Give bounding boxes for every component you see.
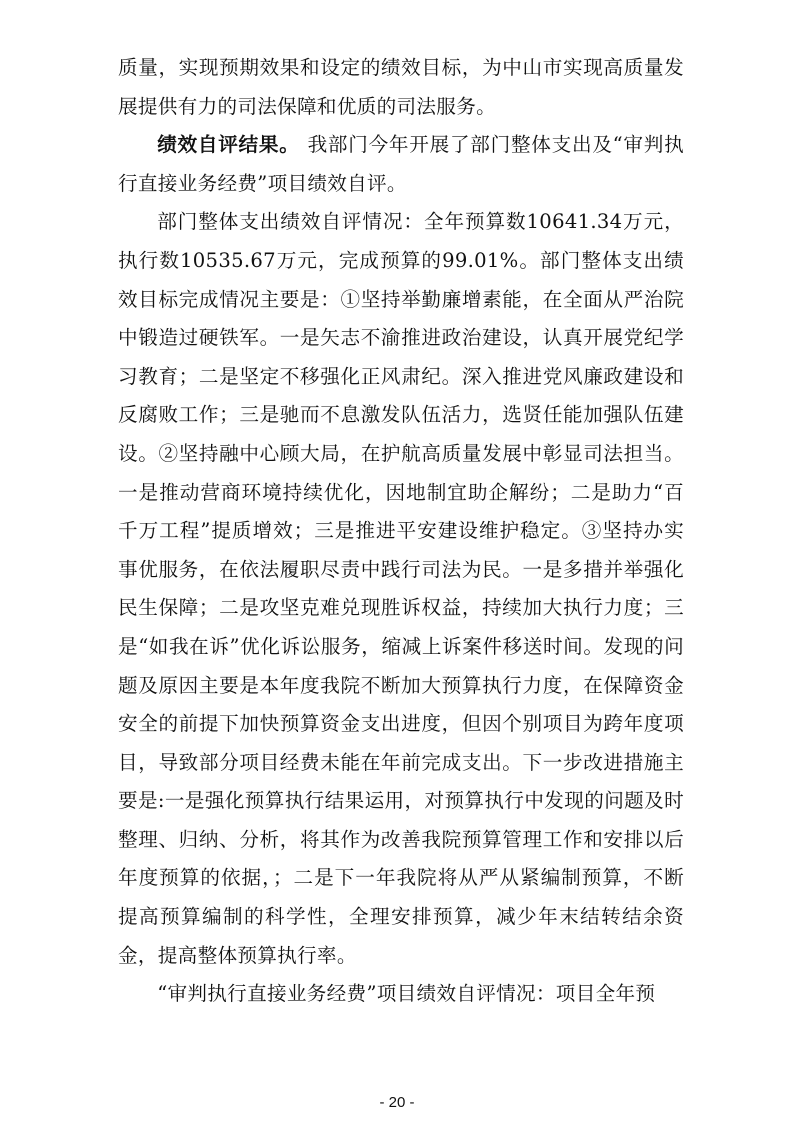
section-heading-self-evaluation: 绩效自评结果。: [157, 133, 300, 157]
paragraph-2-text: 我部门今年开展了部门整体支出及“审判执行直接业务经费”项目绩效自评。: [118, 133, 685, 195]
document-body: [118, 49, 684, 1014]
paragraph-3-text: 部门整体支出绩效自评情况：全年预算数10641.34万元，执行数10535.67万元，完成预算的99.01%。部门整体支出绩效目标完成情况主要是：①坚持举勤廉增素能，在全面从严治院中锻造过硬铁军。一是矢志不渝推进政治建设，认真开展党纪学习教育；二是坚定不移强化正风肃纪。深入推进党风廉政建设和反腐败工作；三是驰而不息激发队伍活力，选贤任能加强队伍建设。②坚持融中心顾大局，在护航高质量发展中彰显司法担当。一是推动营商环境持续优化，因地制宜助企解纷；二是助力“百千万工程”提质增效；三是推进平安建设维护稳定。③坚持办实事优服务，在依法履职尽责中践行司法为民。一是多措并举强化民生保障；二是攻坚克难兑现胜诉权益，持续加大执行力度；三是“如我在诉”优化诉讼服务，缩减上诉案件移送时间。发现的问题及原因主要是本年度我院不断加大预算执行力度，在保障资金安全的前提下加快预算资金支出进度，但因个别项目为跨年度项目，导致部分项目经费未能在年前完成支出。下一步改进措施主要是:一是强化预算执行结果运用，对预算执行中发现的问题及时整理、归纳、分析，将其作为改善我院预算管理工作和安排以后年度预算的依据，；二是下一年我院将从严从紧编制预算，不断提高预算编制的科学性，全理安排预算，减少年末结转结余资金，提高整体预算执行率。: [118, 210, 684, 967]
paragraph-1: [118, 49, 684, 126]
page-number: - 20 -: [379, 1094, 415, 1111]
paragraph-4-text: “审判执行直接业务经费”项目绩效自评情况：项目全年预: [157, 982, 656, 1006]
paragraph-3: [118, 203, 684, 975]
paragraph-2: [118, 126, 684, 203]
paragraph-4: [118, 975, 684, 1014]
paragraph-1-text: 质量，实现预期效果和设定的绩效目标，为中山市实现高质量发展提供有力的司法保障和优质的司法服务。: [118, 56, 684, 118]
